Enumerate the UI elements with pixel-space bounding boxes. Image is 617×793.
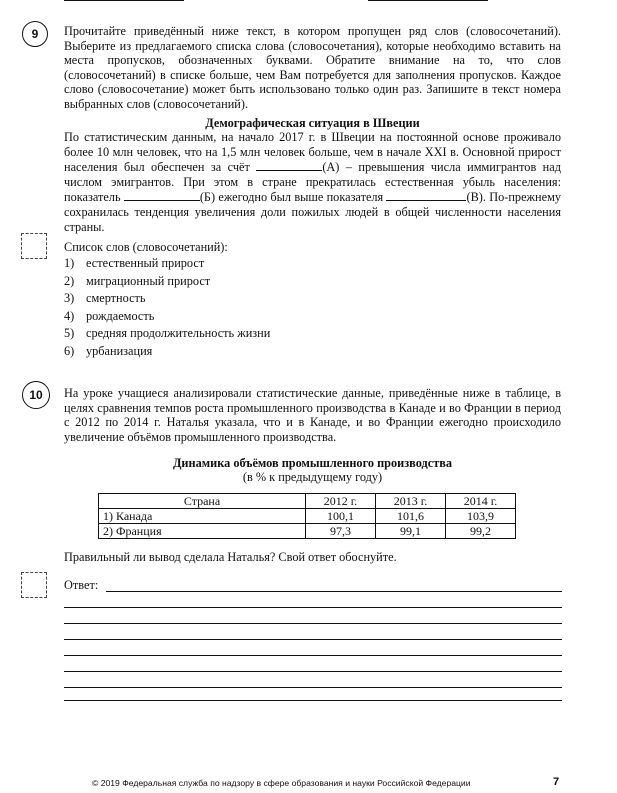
list-item-text: средняя продолжительность жизни [86,326,271,341]
answer-line[interactable] [64,687,562,688]
table-title: Динамика объёмов промышленного производства [172,456,453,470]
table-cell: 100,1 [306,509,376,524]
task9-word-list [64,255,464,361]
task-number-10: 10 [22,381,50,409]
list-item [64,343,464,361]
gap-c-blank[interactable] [386,189,466,201]
gap-b-blank[interactable] [124,189,200,201]
data-table [98,493,516,539]
list-item-number: 6) [64,343,75,358]
table-row [99,509,516,524]
footer-copyright: © 2019 Федеральная служба по надзору в сфере образования и науки Российской Федерации [92,778,471,788]
task9-answer-box[interactable] [21,233,47,259]
table-header-cell: 2012 г. [306,494,376,509]
list-item-number: 4) [64,308,75,323]
list-item-number: 1) [64,256,75,270]
table-cell: 103,9 [446,509,516,524]
list-item-text: урбанизация [86,343,153,358]
page-number: 7 [553,776,560,788]
list-item-number: 2) [64,273,75,288]
list-item [64,255,464,273]
answer-label: Ответ: [64,578,99,592]
answer-line[interactable] [64,607,562,608]
table-header-cell: 2014 г. [446,494,516,509]
list-item-text: естественный прирост [86,256,205,270]
answer-line[interactable] [64,639,562,640]
top-edge-line-right [368,0,488,1]
task-number-9: 9 [22,21,48,47]
task10-question: Правильный ли вывод сделала Наталья? Свой ответ обоснуйте. [64,550,397,564]
task9-text-part1: По статистическим данным, на начало 2017 г. в Швеции на постоянной основе проживало более 10 млн человек, что на 1,5 млн человек больше, чем в начале XXI в. Основной прирост населения был обеспечен за счёт [64,130,561,175]
list-item [64,290,464,308]
list-item-number: 5) [64,326,75,341]
task10-text: На уроке учащиеся анализировали статистические данные, приведённые ниже в таблице, в целях сравнения темпов роста промышленного производства в Канаде и во Франции в период с 2012 по 2014 г. Наталья указала, что и в Канаде, и во Франции ежегодно происходило увеличение объёмов промышленного производства. [64,386,561,444]
table-row [99,524,516,539]
table-header-row [99,494,516,509]
answer-line[interactable] [64,700,562,701]
table-cell: 99,1 [376,524,446,539]
list-item [64,325,464,343]
task9-text [64,130,561,234]
gap-b-label: (Б) [199,190,216,205]
table-cell: 99,2 [446,524,516,539]
gap-a-blank[interactable] [256,159,322,171]
table-header-cell: 2013 г. [376,494,446,509]
task9-text-title: Демографическая ситуация в Швеции [205,116,420,130]
task9-text-part4: По-прежнему сохранилась тенденция увеличения доли пожилых людей в общей численности населения страны. [64,190,562,234]
task9-instruction: Прочитайте приведённый ниже текст, в котором пропущен ряд слов (словосочетаний). Выберите из предлагаемого списка слова (словосочетания), которые необходимо вставить на места пропусков, обозначенных буквами. Обратите внимание на то, что слов (словосочетаний) в списке больше, чем Вам потребуется для заполнения пропусков. Каждое слово (словосочетание) может быть использовано только один раз. Запишите в текст номера выбранных слов (словосочетаний). [64,24,561,111]
list-item [64,273,464,291]
list-item-number: 3) [64,291,75,306]
data-table-wrapper [98,493,516,539]
answer-line[interactable] [64,655,562,656]
table-cell-country: 1) Канада [99,509,306,524]
gap-a-label: (А) [322,160,340,175]
table-header-cell: Страна [99,494,306,509]
table-subtitle: (в % к предыдущему году) [242,470,383,484]
task9-list-title: Список слов (словосочетаний): [64,240,228,254]
top-edge-line-left [64,0,184,1]
gap-c-label: (В). [466,190,486,205]
answer-line[interactable] [64,623,562,624]
answer-line[interactable] [64,671,562,672]
list-item-text: миграционный прирост [86,273,211,288]
list-item-text: рождаемость [86,308,155,323]
table-cell: 97,3 [306,524,376,539]
answer-line-first[interactable] [106,591,562,592]
list-item-text: смертность [86,291,146,306]
task9-text-part3: ежегодно был выше показателя [215,190,387,205]
table-cell: 101,6 [376,509,446,524]
table-cell-country: 2) Франция [99,524,306,539]
task10-answer-box[interactable] [21,572,47,598]
list-item [64,308,464,326]
task9-text-part2: – превышения числа иммигрантов над числом эмигрантов. При этом в стране прекратилась естественная убыль населения: показатель [64,160,561,205]
